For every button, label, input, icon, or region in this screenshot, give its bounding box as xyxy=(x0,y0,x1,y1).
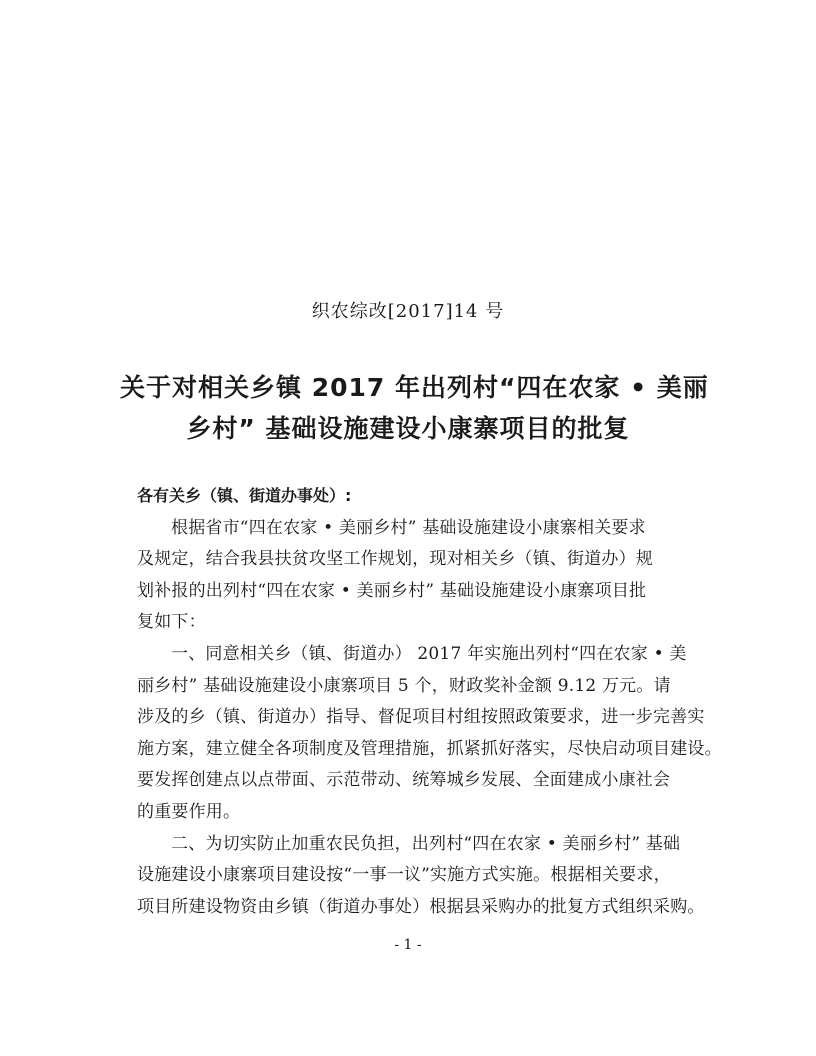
title-line: 关于对相关乡镇 2017 年出列村“四在农家 • 美丽 xyxy=(120,373,709,402)
paragraph-line: 及规定，结合我县扶贫攻坚工作规划，现对相关乡（镇、街道办）规 xyxy=(137,549,653,570)
paragraph-line: 涉及的乡（镇、街道办）指导、督促项目村组按照政策要求，进一步完善实 xyxy=(137,707,705,728)
page-number: - 1 - xyxy=(394,937,422,953)
paragraph-item-one xyxy=(137,639,722,829)
document-body xyxy=(137,480,722,923)
paragraph-line: 一、同意相关乡（镇、街道办） 2017 年实施出列村“四在农家 • 美 xyxy=(171,643,687,664)
salutation: 各有关乡（镇、街道办事处）: xyxy=(137,486,352,505)
paragraph-line: 的重要作用。 xyxy=(137,801,241,822)
document-title xyxy=(120,367,709,449)
paragraph-item-two xyxy=(137,829,705,924)
paragraph-line: 施方案，建立健全各项制度及管理措施，抓紧抓好落实，尽快启动项目建设。 xyxy=(137,738,722,759)
paragraph-line: 设施建设小康寨项目建设按“一事一议”实施方式实施。根据相关要求， xyxy=(137,865,671,886)
title-line: 乡村” 基础设施建设小康寨项目的批复 xyxy=(186,414,630,443)
paragraph-intro xyxy=(137,513,693,639)
paragraph-line: 项目所建设物资由乡镇（街道办事处）根据县采购办的批复方式组织采购。 xyxy=(137,896,705,917)
paragraph-line: 丽乡村” 基础设施建设小康寨项目 5 个，财政奖补金额 9.12 万元。请 xyxy=(137,675,671,696)
document-number: 织农综改[2017]14 号 xyxy=(311,301,505,322)
paragraph-line: 二、为切实防止加重农民负担，出列村“四在农家 • 美丽乡村” 基础 xyxy=(171,833,681,854)
paragraph-line: 要发挥创建点以点带面、示范带动、统筹城乡发展、全面建成小康社会 xyxy=(137,770,671,791)
paragraph-line: 根据省市“四在农家 • 美丽乡村” 基础设施建设小康寨相关要求 xyxy=(171,517,646,538)
paragraph-line: 划补报的出列村“四在农家 • 美丽乡村” 基础设施建设小康寨项目批 xyxy=(137,580,647,601)
paragraph-line: 复如下： xyxy=(137,612,206,633)
